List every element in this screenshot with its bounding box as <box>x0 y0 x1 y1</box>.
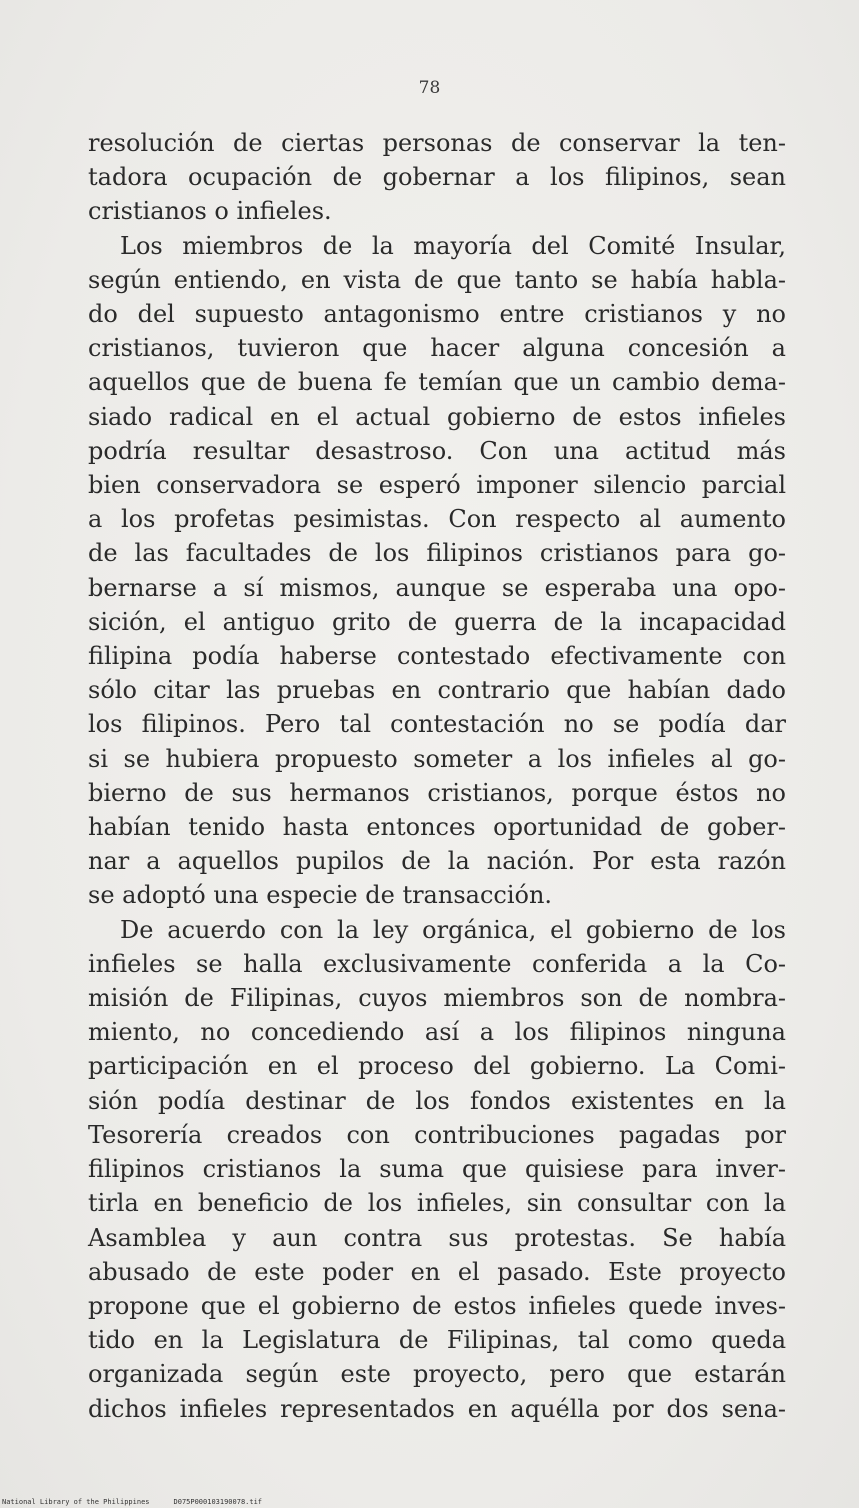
text-line: Los miembros de la mayoría del Comité Insular, <box>120 231 786 260</box>
paragraph-1 <box>88 126 786 229</box>
text-line: bierno de sus hermanos cristianos, porque éstos no <box>88 778 786 807</box>
text-line: organizada según este proyecto, pero que estarán <box>88 1360 786 1389</box>
text-line: do del supuesto antagonismo entre cristianos y no <box>88 300 786 329</box>
text-line: habían tenido hasta entonces oportunidad de gober- <box>88 813 786 842</box>
text-line: tadora ocupación de gobernar a los filipinos, sean <box>88 163 786 192</box>
text-line: los filipinos. Pero tal contestación no se podía dar <box>88 710 786 739</box>
library-credit: National Library of the Philippines <box>2 1498 150 1506</box>
text-line: bien conservadora se esperó imponer silencio parcial <box>88 471 786 500</box>
text-line: tirla en beneficio de los infieles, sin consultar con la <box>88 1189 786 1218</box>
text-line: a los profetas pesimistas. Con respecto al aumento <box>88 505 786 534</box>
text-line: filipinos cristianos la suma que quisiese para inver- <box>88 1155 786 1184</box>
text-line: aquellos que de buena fe temían que un cambio dema- <box>88 368 786 397</box>
body-text <box>88 126 786 1426</box>
text-line: se adoptó una especie de transacción. <box>88 881 553 910</box>
text-line: si se hubiera propuesto someter a los infieles al go- <box>88 744 786 773</box>
page-number: 78 <box>418 78 441 98</box>
paragraph-2 <box>88 229 786 913</box>
text-line: Tesorería creados con contribuciones pagadas por <box>88 1120 786 1149</box>
text-line: Asamblea y aun contra sus protestas. Se había <box>88 1223 786 1252</box>
text-line: bernarse a sí mismos, aunque se esperaba una opo- <box>88 573 786 602</box>
file-name: D075P000103190078.tif <box>173 1498 263 1506</box>
text-line: misión de Filipinas, cuyos miembros son de nombra- <box>88 984 786 1013</box>
text-line: miento, no concediendo así a los filipinos ninguna <box>88 1018 786 1047</box>
text-line: dichos infieles representados en aquélla por dos sena- <box>88 1394 786 1423</box>
text-line: según entiendo, en vista de que tanto se había habla- <box>88 265 786 294</box>
text-line: propone que el gobierno de estos infieles quede inves- <box>88 1291 786 1320</box>
text-line: cristianos o infieles. <box>88 197 332 226</box>
text-line: abusado de este poder en el pasado. Este proyecto <box>88 1257 786 1286</box>
text-line: cristianos, tuvieron que hacer alguna concesión a <box>88 334 786 363</box>
text-line: de las facultades de los filipinos cristianos para go- <box>88 539 786 568</box>
text-line: tido en la Legislatura de Filipinas, tal como queda <box>88 1326 786 1355</box>
paragraph-3 <box>88 913 786 1426</box>
text-line: podría resultar desastroso. Con una actitud más <box>88 436 786 465</box>
text-line: siado radical en el actual gobierno de estos infieles <box>88 402 786 431</box>
text-line: resolución de ciertas personas de conservar la ten- <box>88 129 786 157</box>
text-line: nar a aquellos pupilos de la nación. Por esta razón <box>88 847 786 876</box>
text-line: sición, el antiguo grito de guerra de la incapacidad <box>88 607 786 636</box>
text-line: infieles se halla exclusivamente conferida a la Co- <box>88 949 786 978</box>
text-line: sólo citar las pruebas en contrario que habían dado <box>88 676 786 705</box>
text-line: filipina podía haberse contestado efectivamente con <box>88 642 786 671</box>
scan-footer <box>2 1498 262 1506</box>
text-line: De acuerdo con la ley orgánica, el gobierno de los <box>120 915 786 944</box>
text-line: sión podía destinar de los fondos existentes en la <box>88 1086 786 1115</box>
text-line: participación en el proceso del gobierno. La Comi- <box>88 1052 786 1081</box>
